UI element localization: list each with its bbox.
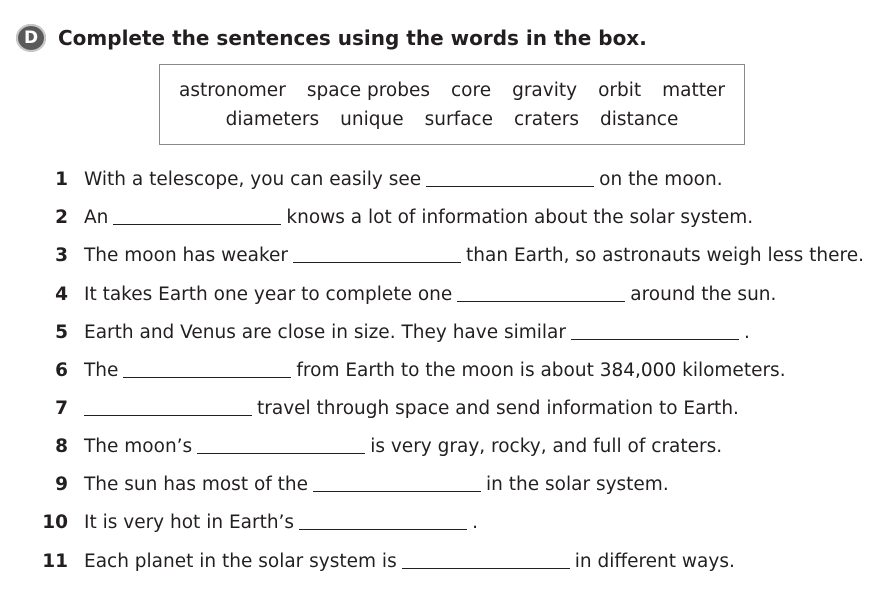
sentence-text-after: knows a lot of information about the solar system. (286, 206, 754, 228)
sentence-text-before: Earth and Venus are close in size. They have similar (84, 321, 566, 343)
word-box-word: core (451, 79, 492, 101)
sentence-text-after: in the solar system. (486, 473, 669, 495)
sentence-number: 10 (42, 511, 68, 533)
sentence-item (0, 507, 880, 537)
sentence-number: 6 (55, 359, 68, 381)
answer-blank[interactable] (299, 529, 467, 530)
sentence-text-after: travel through space and send information to Earth. (257, 397, 739, 419)
answer-blank[interactable] (123, 377, 291, 378)
sentence-text-before: The sun has most of the (84, 473, 309, 495)
sentence-number: 9 (55, 473, 68, 495)
word-box-word: craters (513, 108, 579, 130)
word-box-row-2 (226, 105, 679, 134)
sentence-text-before: With a telescope, you can easily see (84, 168, 422, 190)
sentence-item (0, 164, 880, 194)
word-box (159, 64, 745, 145)
answer-blank[interactable] (402, 568, 570, 569)
sentence-text-after: on the moon. (599, 168, 723, 190)
sentence-number: 11 (42, 550, 68, 572)
answer-blank[interactable] (113, 224, 281, 225)
answer-blank[interactable] (571, 339, 739, 340)
word-box-word: astronomer (179, 79, 286, 101)
sentence-item (0, 393, 880, 423)
sentence-item (0, 202, 880, 232)
answer-blank[interactable] (197, 453, 365, 454)
answer-blank[interactable] (313, 491, 481, 492)
sentence-number: 3 (55, 244, 68, 266)
sentence-text-before: It takes Earth one year to complete one (84, 283, 453, 305)
word-box-word: space probes (306, 79, 430, 101)
sentence-item (0, 355, 880, 385)
section-badge: D (16, 24, 46, 52)
word-box-word: matter (662, 79, 725, 101)
sentence-number: 7 (55, 397, 68, 419)
sentence-text-after: from Earth to the moon is about 384,000 kilometers. (296, 359, 786, 381)
sentence-item (0, 279, 880, 309)
sentence-text-before: The (84, 359, 119, 381)
sentence-item (0, 317, 880, 347)
section-title: Complete the sentences using the words in the box. (58, 26, 647, 50)
answer-blank[interactable] (457, 301, 625, 302)
sentence-number: 1 (55, 168, 68, 190)
sentence-text-before: Each planet in the solar system is (84, 550, 397, 572)
sentence-text-before: The moon’s (84, 435, 193, 457)
word-box-word: orbit (598, 79, 642, 101)
sentence-text-after: . (744, 321, 750, 343)
word-box-word: distance (599, 108, 679, 130)
sentence-number: 5 (55, 321, 68, 343)
section-header (16, 24, 647, 52)
answer-blank[interactable] (426, 186, 594, 187)
word-box-word: diameters (225, 108, 320, 130)
sentence-text-before: An (84, 206, 109, 228)
sentence-item (0, 240, 880, 270)
sentence-text-before: It is very hot in Earth’s (84, 511, 295, 533)
sentence-text-after: around the sun. (630, 283, 777, 305)
sentence-text-before: The moon has weaker (84, 244, 289, 266)
sentence-item (0, 431, 880, 461)
word-box-word: unique (340, 108, 404, 130)
sentence-text-after: is very gray, rocky, and full of craters. (370, 435, 723, 457)
sentence-item (0, 546, 880, 576)
word-box-word: gravity (512, 79, 578, 101)
answer-blank[interactable] (293, 262, 461, 263)
word-box-word: surface (424, 108, 493, 130)
sentence-number: 4 (55, 283, 68, 305)
word-box-row-1 (179, 76, 725, 105)
sentence-number: 8 (55, 435, 68, 457)
sentence-text-after: in different ways. (574, 550, 735, 572)
sentence-text-after: . (472, 511, 478, 533)
sentence-number: 2 (55, 206, 68, 228)
sentence-text-after: than Earth, so astronauts weigh less there. (466, 244, 864, 266)
answer-blank[interactable] (84, 415, 252, 416)
sentence-item (0, 469, 880, 499)
